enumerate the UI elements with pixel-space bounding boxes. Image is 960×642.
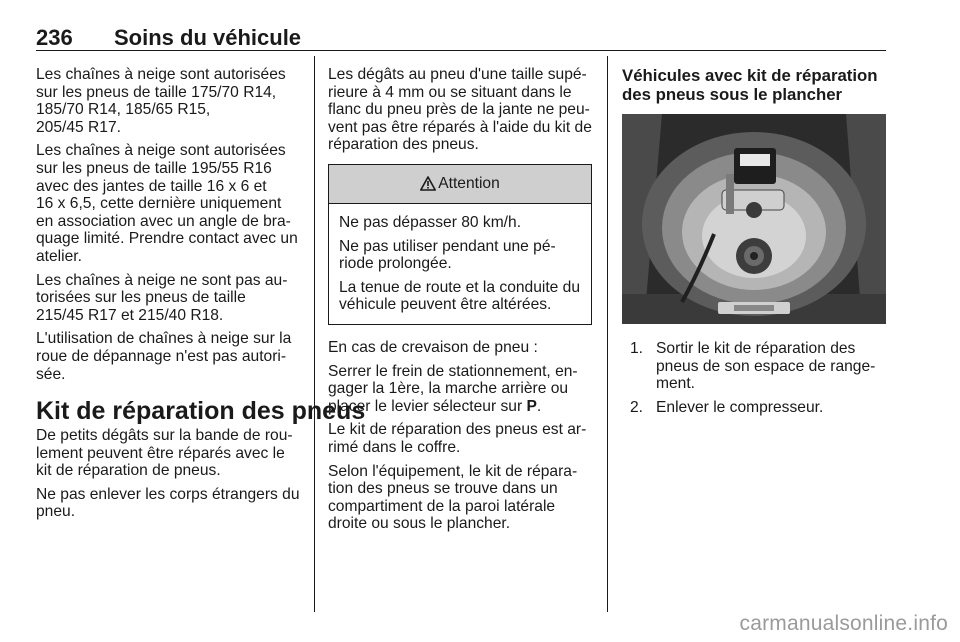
page-title: Soins du véhicule xyxy=(114,25,302,50)
attention-line: Ne pas utiliser pendant une pé- riode prolongée. xyxy=(339,237,556,273)
watermark: carmanualsonline.info xyxy=(739,612,948,635)
attention-box xyxy=(328,164,592,325)
warning-triangle-icon xyxy=(420,176,436,191)
paragraph xyxy=(328,363,592,416)
section-heading: Kit de réparation des pneus xyxy=(36,397,366,426)
attention-body xyxy=(329,204,591,324)
paragraph: Selon l'équipement, le kit de répara- tion des pneus se trouve dans un compartiment de la paroi latérale droite ou sous le plancher. xyxy=(328,462,578,533)
paragraph-text: Serrer le frein de stationnement, en- gager la 1ère, la marche arrière ou placer le levier sélecteur sur xyxy=(328,362,578,415)
paragraph: Les chaînes à neige sont autorisées sur les pneus de taille 175/70 R14, 185/70 R14, 185/65 R15, 205/45 R17. xyxy=(36,66,286,136)
column-3 xyxy=(622,66,886,422)
column-divider xyxy=(607,56,608,612)
attention-header xyxy=(329,165,591,204)
list-item xyxy=(622,399,886,417)
paragraph: Les chaînes à neige sont autorisées sur les pneus de taille 195/55 R16 avec des jantes de taille 16 x 6 et 16 x 6,5, cette dernière uniquement en association avec un angle de bra- quage limité. Prendre contact avec un atelier. xyxy=(36,142,298,265)
subsection-heading: Véhicules avec kit de réparation des pneus sous le plancher xyxy=(622,66,878,104)
column-divider xyxy=(314,56,315,612)
step-list xyxy=(622,340,886,416)
step-text: Sortir le kit de réparation des pneus de son espace de range- ment. xyxy=(656,340,876,393)
paragraph: En cas de crevaison de pneu : xyxy=(328,338,538,356)
attention-title: Attention xyxy=(438,175,500,193)
paragraph: Les dégâts au pneu d'une taille supé- rieure à 4 mm ou se situant dans le flanc du pneu près de la jante ne peu- vent pas être réparés à l'aide du kit de réparation des pneus. xyxy=(328,66,592,154)
column-1 xyxy=(36,66,366,527)
paragraph: L'utilisation de chaînes à neige sur la roue de dépannage n'est pas autori- sée. xyxy=(36,330,292,383)
paragraph: Le kit de réparation des pneus est ar- rimé dans le coffre. xyxy=(328,421,587,456)
column-2 xyxy=(328,66,592,539)
step-text: Enlever le compresseur. xyxy=(656,398,824,416)
attention-line: Ne pas dépasser 80 km/h. xyxy=(339,213,522,231)
tire-repair-kit-photo xyxy=(622,114,886,324)
attention-line: La tenue de route et la conduite du véhicule peuvent être altérées. xyxy=(339,278,581,314)
page-number: 236 xyxy=(36,25,73,50)
step-number: 1. xyxy=(630,340,644,357)
paragraph: De petits dégâts sur la bande de rou- lement peuvent être réparés avec le kit de réparation de pneus. xyxy=(36,427,293,480)
selector-position: P xyxy=(526,397,537,415)
page-header xyxy=(36,26,886,51)
paragraph-text: . xyxy=(536,397,542,415)
list-item xyxy=(622,340,886,393)
paragraph: Les chaînes à neige ne sont pas au- torisées sur les pneus de taille 215/45 R17 et 215/40 R18. xyxy=(36,271,288,324)
step-number: 2. xyxy=(630,398,644,416)
paragraph: Ne pas enlever les corps étrangers du pneu. xyxy=(36,485,300,521)
